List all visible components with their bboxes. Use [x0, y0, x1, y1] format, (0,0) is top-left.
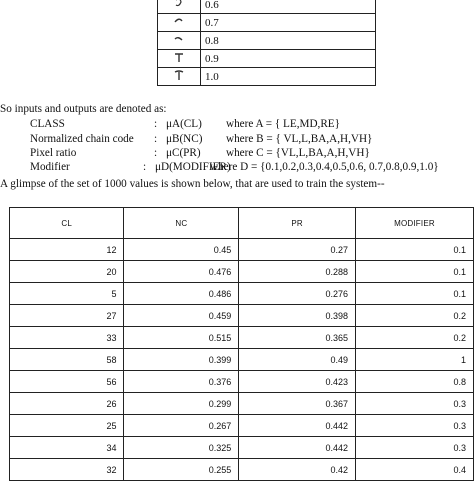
table-row	[10, 371, 474, 393]
column-header-nc: NC	[124, 208, 239, 239]
stroke-row	[158, 14, 376, 32]
table-cell: 0.49	[239, 349, 356, 371]
stroke-row	[158, 0, 376, 14]
table-cell: 5	[10, 283, 124, 305]
stroke-value: 0.6	[201, 0, 376, 14]
table-cell: 0.1	[355, 261, 473, 283]
table-cell: 34	[10, 437, 124, 459]
table-cell: 56	[10, 371, 124, 393]
stroke-modifier-table	[157, 0, 376, 86]
table-cell: 0.515	[124, 327, 239, 349]
definition-domain: where D = {0.1,0.2,0.3,0.4,0.5,0.6, 0.7,0.8,0.9,1.0}	[210, 161, 439, 173]
table-row	[10, 261, 474, 283]
table-cell: 0.2	[355, 327, 473, 349]
definition-colon: :	[154, 133, 158, 145]
stroke-row	[158, 32, 376, 50]
definition-domain: where B = { VL,L,BA,A,H,VH}	[226, 133, 373, 145]
table-cell: 20	[10, 261, 124, 283]
table-cell: 0.2	[355, 305, 473, 327]
table-row	[10, 415, 474, 437]
table-row	[10, 327, 474, 349]
stroke-glyph-4-icon	[173, 51, 185, 65]
table-row	[10, 305, 474, 327]
table-row	[10, 437, 474, 459]
stroke-value: 0.9	[201, 50, 376, 68]
table-cell: 0.325	[124, 437, 239, 459]
stroke-glyph-5-icon	[173, 69, 185, 83]
table-cell: 0.3	[355, 415, 473, 437]
definition-function: μD(MODIFIER)	[155, 161, 231, 173]
table-cell: 26	[10, 393, 124, 415]
table-cell: 0.423	[239, 371, 356, 393]
stroke-glyph-1-icon	[173, 0, 185, 11]
table-row	[10, 393, 474, 415]
table-cell: 33	[10, 327, 124, 349]
stroke-cell	[158, 32, 201, 50]
table-cell: 0.4	[355, 459, 473, 481]
table-row	[10, 283, 474, 305]
stroke-cell	[158, 50, 201, 68]
table-cell: 0.367	[239, 393, 356, 415]
table-cell: 0.442	[239, 415, 356, 437]
stroke-value: 0.8	[201, 32, 376, 50]
table-cell: 0.8	[355, 371, 473, 393]
column-header-cl: CL	[10, 208, 124, 239]
table-header-row	[10, 208, 474, 239]
definition-name: Normalized chain code	[30, 133, 134, 145]
definition-domain: where C = {VL,L,BA,A,H,VH}	[226, 147, 370, 159]
table-cell: 0.442	[239, 437, 356, 459]
table-cell: 0.42	[239, 459, 356, 481]
table-cell: 0.1	[355, 283, 473, 305]
table-row	[10, 349, 474, 371]
definition-function: μB(NC)	[166, 133, 203, 145]
definition-colon: :	[143, 161, 147, 173]
table-cell: 0.288	[239, 261, 356, 283]
table-cell: 0.267	[124, 415, 239, 437]
table-cell: 0.299	[124, 393, 239, 415]
intro-text: So inputs and outputs are denoted as:	[0, 103, 167, 115]
table-cell: 58	[10, 349, 124, 371]
definition-function: μA(CL)	[166, 118, 202, 130]
table-cell: 0.399	[124, 349, 239, 371]
definition-colon: :	[154, 118, 158, 130]
table-cell: 27	[10, 305, 124, 327]
table-row	[10, 239, 474, 261]
glimpse-text: A glimpse of the set of 1000 values is shown below, that are used to train the system--	[0, 178, 385, 190]
stroke-row	[158, 50, 376, 68]
table-cell: 0.276	[239, 283, 356, 305]
table-cell: 1	[355, 349, 473, 371]
table-cell: 0.486	[124, 283, 239, 305]
definition-name: CLASS	[30, 118, 65, 130]
definition-name: Modifier	[30, 161, 70, 173]
table-row	[10, 459, 474, 481]
table-cell: 0.3	[355, 437, 473, 459]
table-cell: 0.3	[355, 393, 473, 415]
column-header-pr: PR	[239, 208, 356, 239]
table-cell: 25	[10, 415, 124, 437]
table-cell: 0.459	[124, 305, 239, 327]
table-cell: 12	[10, 239, 124, 261]
training-values-table	[9, 207, 474, 481]
table-cell: 0.45	[124, 239, 239, 261]
table-cell: 0.255	[124, 459, 239, 481]
table-cell: 0.476	[124, 261, 239, 283]
stroke-value: 1.0	[201, 68, 376, 86]
stroke-cell	[158, 0, 201, 14]
definition-function: μC(PR)	[166, 147, 201, 159]
stroke-value: 0.7	[201, 14, 376, 32]
column-header-modifier: MODIFIER	[355, 208, 473, 239]
stroke-row	[158, 68, 376, 86]
table-cell: 0.365	[239, 327, 356, 349]
stroke-cell	[158, 14, 201, 32]
table-cell: 0.1	[355, 239, 473, 261]
definition-colon: :	[154, 147, 158, 159]
stroke-cell	[158, 68, 201, 86]
table-cell: 0.376	[124, 371, 239, 393]
table-cell: 0.27	[239, 239, 356, 261]
stroke-glyph-2-icon	[173, 15, 185, 29]
definition-domain: where A = { LE,MD,RE}	[226, 118, 340, 130]
table-cell: 0.398	[239, 305, 356, 327]
table-cell: 32	[10, 459, 124, 481]
stroke-glyph-3-icon	[173, 33, 185, 47]
definition-name: Pixel ratio	[30, 147, 77, 159]
